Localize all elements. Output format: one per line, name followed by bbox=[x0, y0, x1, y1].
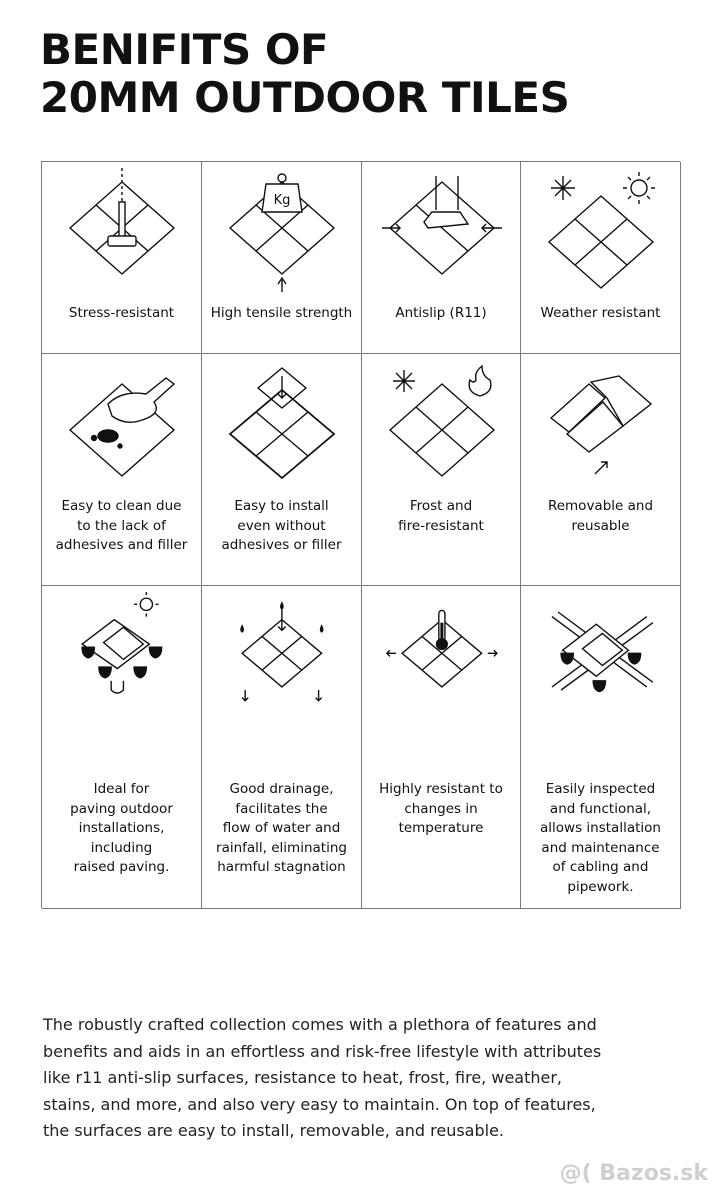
benefit-cabling-pipework bbox=[521, 586, 681, 909]
benefit-label: Easy to install even without adhesives or filler bbox=[221, 498, 342, 553]
drainage-water-icon bbox=[202, 586, 361, 716]
antislip-shoe-icon bbox=[362, 162, 521, 292]
benefit-label: Ideal for paving outdoor installations, including raised paving. bbox=[70, 781, 173, 875]
stress-hammer-icon bbox=[42, 162, 201, 292]
benefit-label: Stress-resistant bbox=[68, 305, 175, 321]
benefit-easy-to-install bbox=[202, 354, 362, 586]
benefit-label: Removable and reusable bbox=[547, 498, 654, 534]
benefit-label: Frost and fire-resistant bbox=[398, 498, 484, 534]
benefit-label: Antislip (R11) bbox=[395, 305, 487, 321]
sun-icon bbox=[623, 172, 655, 204]
benefit-label: High tensile strength bbox=[210, 305, 353, 321]
benefit-easy-to-clean bbox=[42, 354, 202, 586]
frost-fire-icon bbox=[362, 354, 521, 484]
title-line-2: 20MM OUTDOOR TILES bbox=[40, 73, 570, 122]
page-title bbox=[40, 26, 569, 122]
benefit-antislip bbox=[362, 162, 521, 354]
benefit-weather-resistant bbox=[521, 162, 681, 354]
benefit-temperature bbox=[362, 586, 521, 909]
benefit-drainage bbox=[202, 586, 362, 909]
benefit-label: Easy to clean due to the lack of adhesives and filler bbox=[55, 498, 188, 553]
raised-paving-pedestal-icon bbox=[42, 586, 201, 716]
description-paragraph: The robustly crafted collection comes with a plethora of features and benefits and aids in an effortless and risk-free lifestyle with attributes like r11 anti-slip surfaces, resistance to heat, frost, fire, weather, stains, and more, and also very easy to maintain. On top of features, the surfaces are easy to install, removable, and reusable. bbox=[43, 1015, 602, 1140]
benefits-grid bbox=[41, 161, 680, 908]
benefit-label: Highly resistant to changes in temperature bbox=[379, 781, 503, 836]
watermark: @( Bazos.sk bbox=[559, 1161, 708, 1186]
install-tile-drop-icon bbox=[202, 354, 361, 484]
tensile-weight-kg-icon bbox=[202, 162, 361, 292]
temperature-thermometer-icon bbox=[362, 586, 521, 716]
benefit-tensile-strength bbox=[202, 162, 362, 354]
benefit-removable bbox=[521, 354, 681, 586]
benefit-stress-resistant bbox=[42, 162, 202, 354]
kg-text: Kg bbox=[273, 193, 291, 208]
benefit-label: Good drainage, facilitates the flow of water and rainfall, eliminating harmful stagnation bbox=[216, 781, 347, 875]
cabling-pipework-icon bbox=[521, 586, 680, 716]
fire-icon bbox=[469, 366, 491, 396]
sun-icon bbox=[134, 592, 158, 616]
benefit-frost-fire bbox=[362, 354, 521, 586]
title-line-1: BENIFITS OF bbox=[40, 25, 329, 74]
removable-tiles-icon bbox=[521, 354, 680, 484]
benefit-label: Easily inspected and functional, allows installation and maintenance of cabling and pipework. bbox=[540, 781, 661, 895]
benefit-raised-paving bbox=[42, 586, 202, 909]
snowflake-icon bbox=[393, 370, 415, 392]
snowflake-icon bbox=[551, 176, 575, 200]
weather-snow-sun-icon bbox=[521, 162, 680, 292]
clean-hand-stain-icon bbox=[42, 354, 201, 484]
benefit-label: Weather resistant bbox=[540, 305, 661, 321]
